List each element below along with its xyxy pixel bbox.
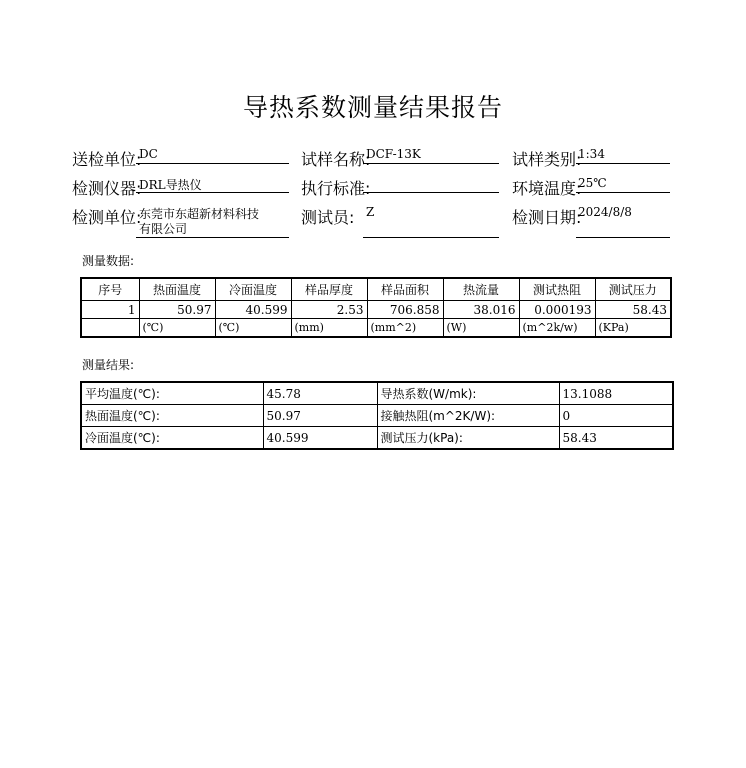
result-label: 导热系数(W/mk): [377,382,559,405]
table-row [81,301,671,319]
table-row [81,382,673,405]
result-value: 40.599 [263,427,377,450]
info-label-instrument: 检测仪器: [72,179,142,198]
unit-cell: (mm) [291,319,367,338]
result-label: 接触热阻(m^2K/W): [377,405,559,427]
table-units-row [81,319,671,338]
info-label-standard: 执行标准: [301,179,371,198]
underline [576,192,670,193]
info-value-test-unit-line2: 有限公司 [139,222,188,236]
header-cell: 测试压力 [595,278,671,301]
info-label-sender: 送检单位: [72,150,142,169]
data-cell: 0.000193 [519,301,595,319]
header-cell: 冷面温度 [215,278,291,301]
header-cell: 序号 [81,278,139,301]
underline [136,163,289,164]
header-cell: 样品面积 [367,278,443,301]
data-cell: 2.53 [291,301,367,319]
table-row [81,427,673,450]
header-cell: 热面温度 [139,278,215,301]
result-value: 50.97 [263,405,377,427]
info-label-test-unit: 检测单位: [72,208,142,227]
header-cell: 热流量 [443,278,519,301]
info-value-test-unit-line1: 东莞市东超新材料科技 [139,207,260,221]
info-label-ambient-temp: 环境温度: [512,179,582,198]
result-value: 58.43 [559,427,673,450]
unit-cell [81,319,139,338]
info-label-sample-name: 试样名称: [301,150,371,169]
table-header-row [81,278,671,301]
unit-cell: (℃) [215,319,291,338]
unit-cell: (mm^2) [367,319,443,338]
result-label: 测试压力(kPa): [377,427,559,450]
data-cell: 1 [81,301,139,319]
unit-cell: (KPa) [595,319,671,338]
table-row [81,405,673,427]
underline [363,163,499,164]
info-label-sample-type: 试样类别: [512,150,582,169]
result-value: 0 [559,405,673,427]
data-cell: 50.97 [139,301,215,319]
underline [576,237,670,238]
measurement-result-table [80,381,674,450]
info-value-sample-type: 1:34 [578,147,605,161]
result-value: 13.1088 [559,382,673,405]
data-cell: 40.599 [215,301,291,319]
info-value-test-date: 2024/8/8 [578,205,632,219]
underline [363,237,499,238]
report-title: 导热系数测量结果报告 [242,93,503,122]
header-cell: 样品厚度 [291,278,367,301]
info-label-tester: 测试员: [301,208,355,227]
unit-cell: (℃) [139,319,215,338]
underline [136,192,289,193]
info-value-tester: Z [366,205,375,219]
header-cell: 测试热阻 [519,278,595,301]
underline [136,237,289,238]
data-cell: 58.43 [595,301,671,319]
result-label: 冷面温度(℃): [81,427,263,450]
underline [576,163,670,164]
unit-cell: (W) [443,319,519,338]
info-value-sender: DC [139,147,158,161]
underline [363,192,499,193]
result-label: 平均温度(℃): [81,382,263,405]
info-value-sample-name: DCF-13K [366,147,421,161]
measurement-result-label: 测量结果: [82,358,135,372]
result-label: 热面温度(℃): [81,405,263,427]
info-value-ambient-temp: 25℃ [578,176,607,190]
unit-cell: (m^2k/w) [519,319,595,338]
info-label-test-date: 检测日期: [512,208,582,227]
result-value: 45.78 [263,382,377,405]
measurement-data-table [80,277,672,338]
measurement-data-label: 测量数据: [82,254,135,268]
data-cell: 38.016 [443,301,519,319]
info-value-instrument: DRL导热仪 [139,178,202,192]
data-cell: 706.858 [367,301,443,319]
